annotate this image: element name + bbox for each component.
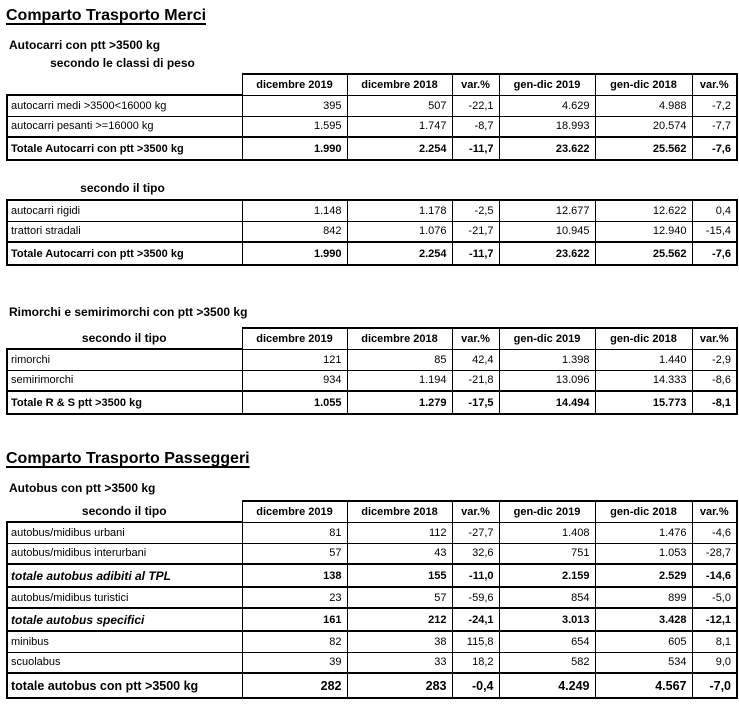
trailers-table (6, 327, 738, 415)
row-label: totale autobus specifici (7, 608, 242, 631)
row-label: autobus/midibus interurbani (7, 543, 242, 564)
table-row (7, 587, 737, 608)
row-label: autocarri rigidi (7, 200, 242, 221)
value-cell: 654 (499, 631, 595, 652)
value-cell: 20.574 (595, 116, 692, 137)
value-cell: 1.595 (242, 116, 347, 137)
column-header: var.% (692, 328, 737, 349)
value-cell: 1.990 (242, 242, 347, 265)
column-header: dicembre 2018 (347, 501, 452, 522)
total-row (7, 242, 737, 265)
value-cell: -15,4 (692, 221, 737, 242)
column-header: gen-dic 2018 (595, 74, 692, 95)
value-cell: 9,0 (692, 652, 737, 673)
value-cell: -7,7 (692, 116, 737, 137)
header-row (7, 74, 737, 95)
value-cell: 1.990 (242, 137, 347, 160)
value-cell: -7,6 (692, 137, 737, 160)
value-cell: -21,8 (452, 370, 499, 391)
value-cell: 155 (347, 564, 452, 587)
table-row (7, 631, 737, 652)
table-row (7, 221, 737, 242)
row-label: scuolabus (7, 652, 242, 673)
column-header: dicembre 2018 (347, 74, 452, 95)
table-row (7, 543, 737, 564)
value-cell: 18,2 (452, 652, 499, 673)
column-header: gen-dic 2018 (595, 501, 692, 522)
value-cell: 1.476 (595, 522, 692, 543)
value-cell: 1.279 (347, 391, 452, 414)
table-row (7, 522, 737, 543)
value-cell: 4.988 (595, 95, 692, 116)
table-row (7, 652, 737, 673)
value-cell: 854 (499, 587, 595, 608)
value-cell: 25.562 (595, 137, 692, 160)
value-cell: -2,5 (452, 200, 499, 221)
value-cell: -7,0 (692, 673, 737, 698)
value-cell: 2.529 (595, 564, 692, 587)
value-cell: 39 (242, 652, 347, 673)
value-cell: 23.622 (499, 242, 595, 265)
column-header: var.% (692, 501, 737, 522)
value-cell: 282 (242, 673, 347, 698)
caption-secondo-il-tipo: secondo il tipo (80, 181, 165, 195)
value-cell: 2.254 (347, 242, 452, 265)
value-cell: 1.440 (595, 349, 692, 370)
subtitle-autobus: Autobus con ptt >3500 kg (9, 481, 156, 495)
blank-header-cell (7, 74, 242, 95)
value-cell: 1.148 (242, 200, 347, 221)
value-cell: -27,7 (452, 522, 499, 543)
value-cell: -5,0 (692, 587, 737, 608)
value-cell: 751 (499, 543, 595, 564)
value-cell: 0,4 (692, 200, 737, 221)
table-row (7, 200, 737, 221)
column-header: gen-dic 2019 (499, 501, 595, 522)
value-cell: 507 (347, 95, 452, 116)
value-cell: 8,1 (692, 631, 737, 652)
value-cell: 57 (242, 543, 347, 564)
value-cell: 14.494 (499, 391, 595, 414)
value-cell: -22,1 (452, 95, 499, 116)
value-cell: 15.773 (595, 391, 692, 414)
value-cell: -12,1 (692, 608, 737, 631)
value-cell: 12.677 (499, 200, 595, 221)
row-label: autobus/midibus urbani (7, 522, 242, 543)
column-header: var.% (452, 74, 499, 95)
value-cell: 14.333 (595, 370, 692, 391)
value-cell: 1.053 (595, 543, 692, 564)
column-header: dicembre 2019 (242, 501, 347, 522)
value-cell: 4.629 (499, 95, 595, 116)
column-header: gen-dic 2019 (499, 74, 595, 95)
value-cell: 10.945 (499, 221, 595, 242)
row-label: autocarri pesanti >=16000 kg (7, 116, 242, 137)
truck-type-table (6, 199, 738, 266)
value-cell: 12.622 (595, 200, 692, 221)
header-row (7, 328, 737, 349)
value-cell: -11,7 (452, 137, 499, 160)
value-cell: 1.076 (347, 221, 452, 242)
value-cell: -2,9 (692, 349, 737, 370)
subtitle-rimorchi: Rimorchi e semirimorchi con ptt >3500 kg (9, 305, 248, 319)
row-label: totale autobus adibiti al TPL (7, 564, 242, 587)
row-label: semirimorchi (7, 370, 242, 391)
value-cell: 13.096 (499, 370, 595, 391)
row-label: Totale Autocarri con ptt >3500 kg (7, 137, 242, 160)
row-group-header: secondo il tipo (7, 328, 242, 349)
value-cell: -11,7 (452, 242, 499, 265)
weight-class-table (6, 73, 738, 161)
total-row (7, 564, 737, 587)
value-cell: 534 (595, 652, 692, 673)
value-cell: 1.194 (347, 370, 452, 391)
row-label: autobus/midibus turistici (7, 587, 242, 608)
value-cell: 395 (242, 95, 347, 116)
value-cell: -8,1 (692, 391, 737, 414)
value-cell: -21,7 (452, 221, 499, 242)
value-cell: -14,6 (692, 564, 737, 587)
value-cell: 32,6 (452, 543, 499, 564)
value-cell: 842 (242, 221, 347, 242)
value-cell: 85 (347, 349, 452, 370)
row-label: Totale Autocarri con ptt >3500 kg (7, 242, 242, 265)
subtitle-autocarri: Autocarri con ptt >3500 kg (9, 38, 161, 52)
value-cell: 1.408 (499, 522, 595, 543)
value-cell: -0,4 (452, 673, 499, 698)
column-header: dicembre 2019 (242, 328, 347, 349)
value-cell: 212 (347, 608, 452, 631)
value-cell: 81 (242, 522, 347, 543)
value-cell: 42,4 (452, 349, 499, 370)
value-cell: -7,2 (692, 95, 737, 116)
row-group-header: secondo il tipo (7, 501, 242, 522)
total-row (7, 673, 737, 698)
value-cell: -11,0 (452, 564, 499, 587)
value-cell: 1.747 (347, 116, 452, 137)
row-label: rimorchi (7, 349, 242, 370)
value-cell: 121 (242, 349, 347, 370)
column-header: var.% (452, 328, 499, 349)
caption-classi-di-peso: secondo le classi di peso (50, 56, 195, 70)
value-cell: 138 (242, 564, 347, 587)
value-cell: -8,6 (692, 370, 737, 391)
value-cell: 12.940 (595, 221, 692, 242)
value-cell: 4.567 (595, 673, 692, 698)
column-header: gen-dic 2019 (499, 328, 595, 349)
value-cell: -24,1 (452, 608, 499, 631)
value-cell: 1.178 (347, 200, 452, 221)
value-cell: -59,6 (452, 587, 499, 608)
value-cell: 3.428 (595, 608, 692, 631)
row-label: totale autobus con ptt >3500 kg (7, 673, 242, 698)
value-cell: 934 (242, 370, 347, 391)
section-title-passeggeri: Comparto Trasporto Passeggeri (6, 450, 250, 467)
table-row (7, 116, 737, 137)
value-cell: -4,6 (692, 522, 737, 543)
value-cell: 2.254 (347, 137, 452, 160)
value-cell: 18.993 (499, 116, 595, 137)
row-label: Totale R & S ptt >3500 kg (7, 391, 242, 414)
value-cell: -8,7 (452, 116, 499, 137)
column-header: dicembre 2018 (347, 328, 452, 349)
total-row (7, 137, 737, 160)
value-cell: 82 (242, 631, 347, 652)
table-row (7, 370, 737, 391)
value-cell: 1.055 (242, 391, 347, 414)
value-cell: 57 (347, 587, 452, 608)
total-row (7, 391, 737, 414)
value-cell: 283 (347, 673, 452, 698)
value-cell: 3.013 (499, 608, 595, 631)
column-header: var.% (692, 74, 737, 95)
value-cell: 582 (499, 652, 595, 673)
value-cell: -28,7 (692, 543, 737, 564)
value-cell: 33 (347, 652, 452, 673)
column-header: dicembre 2019 (242, 74, 347, 95)
value-cell: 112 (347, 522, 452, 543)
value-cell: 605 (595, 631, 692, 652)
value-cell: 25.562 (595, 242, 692, 265)
value-cell: 1.398 (499, 349, 595, 370)
column-header: gen-dic 2018 (595, 328, 692, 349)
value-cell: 4.249 (499, 673, 595, 698)
table-row (7, 349, 737, 370)
table-row (7, 95, 737, 116)
value-cell: 23 (242, 587, 347, 608)
section-title-merci: Comparto Trasporto Merci (6, 7, 207, 24)
value-cell: -7,6 (692, 242, 737, 265)
header-row (7, 501, 737, 522)
value-cell: 2.159 (499, 564, 595, 587)
value-cell: 23.622 (499, 137, 595, 160)
value-cell: -17,5 (452, 391, 499, 414)
value-cell: 899 (595, 587, 692, 608)
row-label: autocarri medi >3500<16000 kg (7, 95, 242, 116)
value-cell: 115,8 (452, 631, 499, 652)
total-row (7, 608, 737, 631)
row-label: minibus (7, 631, 242, 652)
value-cell: 43 (347, 543, 452, 564)
value-cell: 38 (347, 631, 452, 652)
column-header: var.% (452, 501, 499, 522)
value-cell: 161 (242, 608, 347, 631)
bus-table (6, 500, 738, 699)
row-label: trattori stradali (7, 221, 242, 242)
